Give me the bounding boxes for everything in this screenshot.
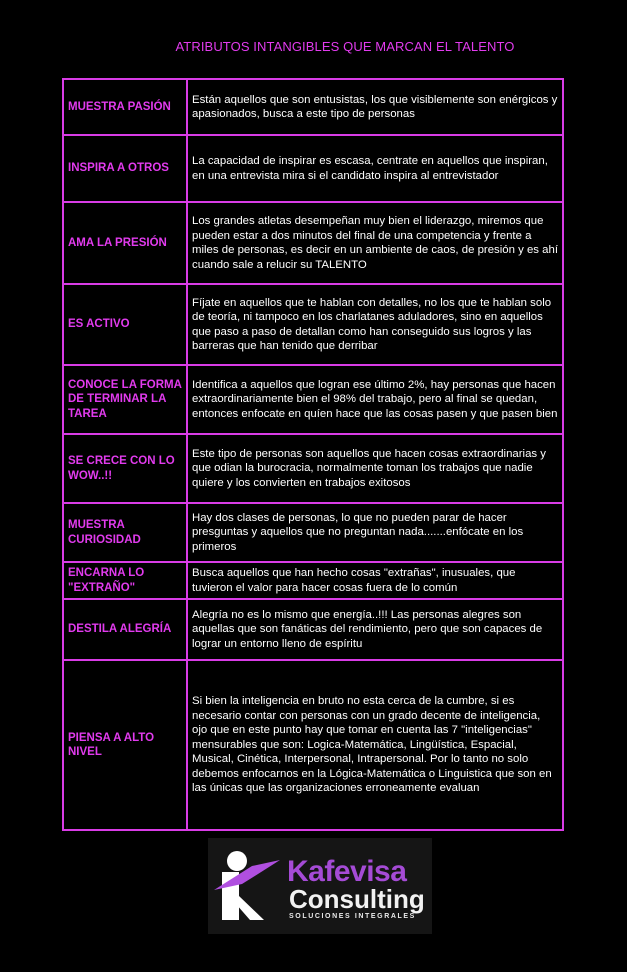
page-title: ATRIBUTOS INTANGIBLES QUE MARCAN EL TALENTO xyxy=(175,39,515,54)
logo-mark-icon xyxy=(208,838,288,934)
table-row xyxy=(63,79,563,135)
logo-k-leg xyxy=(236,896,264,920)
table-row xyxy=(63,135,563,202)
table-row xyxy=(63,365,563,434)
attribute-description: Hay dos clases de personas, lo que no pueden parar de hacer presguntas y aquellos que no preguntan nada.......enfócate en los primeros xyxy=(187,503,563,562)
attribute-description: Alegría no es lo mismo que energía..!!! Las personas alegres son aquellas que son fanáticas del rendimiento, pero que son capaces de lograr un entorno lleno de espíritu xyxy=(187,599,563,660)
attribute-name: ES ACTIVO xyxy=(63,284,187,365)
table-row xyxy=(63,562,563,599)
attribute-description: Están aquellos que son entusistas, los que visiblemente son enérgicos y apasionados, busca a este tipo de personas xyxy=(187,79,563,135)
attribute-description: Si bien la inteligencia en bruto no esta cerca de la cumbre, si es necesario contar con personas con un grado decente de inteligencia, ojo que en este punto hay que tomar en cuenta las 7 "inteligencias" mensurables que son: Logica-Matemática, Lingüística, Espacial, Musical, Cinética, Interpersonal, Intrapersonal. Por lo tanto no solo debemos enfocarnos en la Lógica-Matemática o Linguistica que son en las únicas que las organizaciones erroneamente evaluan xyxy=(187,660,563,830)
table-row xyxy=(63,660,563,830)
attribute-name: CONOCE LA FORMA DE TERMINAR LA TAREA xyxy=(63,365,187,434)
table-row xyxy=(63,599,563,660)
attribute-name: ENCARNA LO "EXTRAÑO" xyxy=(63,562,187,599)
brand-name-line2: Consulting xyxy=(289,884,425,914)
brand-name-line1: Kafevisa xyxy=(287,855,407,888)
attribute-name: SE CRECE CON LO WOW..!! xyxy=(63,434,187,503)
table-row xyxy=(63,503,563,562)
table-row xyxy=(63,202,563,284)
attribute-name: AMA LA PRESIÓN xyxy=(63,202,187,284)
table-row xyxy=(63,284,563,365)
attribute-name: INSPIRA A OTROS xyxy=(63,135,187,202)
logo-head-shape xyxy=(227,851,247,871)
attribute-description: Fíjate en aquellos que te hablan con detalles, no los que te hablan solo de teoría, ni tampoco en los charlatanes aduladores, sino en aquellos que paso a paso de detallan como han conseguido sus logros y las barreras que han tenido que derribar xyxy=(187,284,563,365)
attribute-name: MUESTRA PASIÓN xyxy=(63,79,187,135)
table-row xyxy=(63,434,563,503)
attribute-description: Los grandes atletas desempeñan muy bien el liderazgo, miremos que pueden estar a dos minutos del final de una competencia y frente a miles de personas, es decir en un ambiente de caos, de presión y es ahí cuando sale a relucir su TALENTO xyxy=(187,202,563,284)
attribute-description: Identifica a aquellos que logran ese último 2%, hay personas que hacen extraordinariamente bien el 98% del trabajo, pero al final se quedan, entonces enfocate en quíen hace que las cosas pasen y que pasen bien xyxy=(187,365,563,434)
attributes-table xyxy=(62,78,564,831)
attribute-description: La capacidad de inspirar es escasa, centrate en aquellos que inspiran, en una entrevista mira si el candidato inspira al entrevistador xyxy=(187,135,563,202)
attribute-description: Busca aquellos que han hecho cosas "extrañas", inusuales, que tuvieron el valor para hacer cosas fuera de lo común xyxy=(187,562,563,599)
attribute-name: MUESTRA CURIOSIDAD xyxy=(63,503,187,562)
attribute-description: Este tipo de personas son aquellos que hacen cosas extraordinarias y que odian la burocracia, normalmente toman los trabajos que nadie quiere y los convierten en trabajos exitosos xyxy=(187,434,563,503)
company-logo xyxy=(208,838,432,934)
brand-tagline: SOLUCIONES INTEGRALES xyxy=(289,913,416,920)
attribute-name: PIENSA A ALTO NIVEL xyxy=(63,660,187,830)
attribute-name: DESTILA ALEGRÍA xyxy=(63,599,187,660)
